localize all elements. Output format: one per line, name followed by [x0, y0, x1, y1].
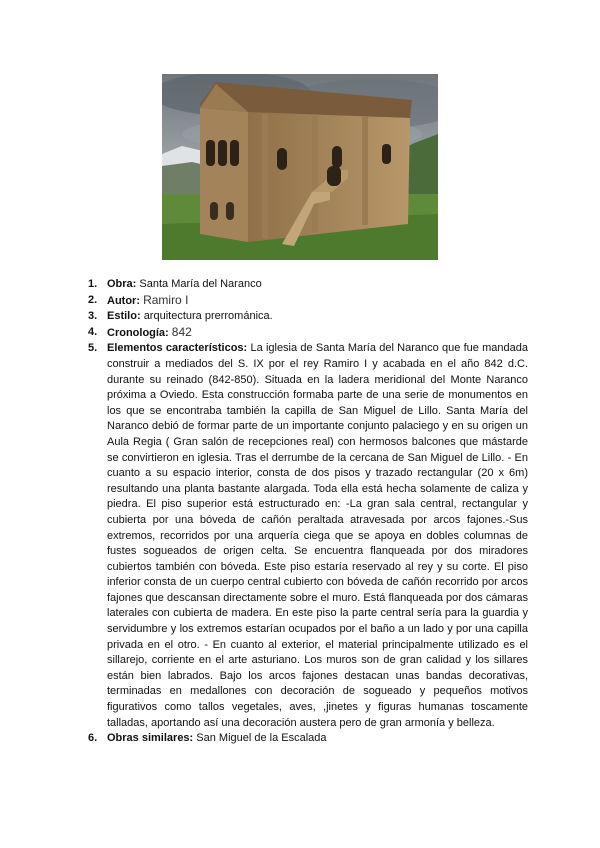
- list-item-cronologia: [88, 325, 528, 342]
- item-label: Autor:: [107, 294, 140, 307]
- item-label: Estilo:: [107, 310, 141, 323]
- list-item-autor: [88, 293, 528, 310]
- item-value: Ramiro I: [143, 292, 189, 307]
- item-number: 3.: [88, 310, 98, 323]
- item-label: Obra:: [107, 278, 137, 290]
- list-item-estilo: [88, 309, 528, 325]
- list-item-obra: [88, 277, 528, 293]
- item-value: La iglesia de Santa María del Naranco que fue mandada construir a mediados del S. IX por el rey Ramiro I y acabada en el año 842 d.C. durante su reinado (842-850). Situada en la ladera meridional del Monte Naranco próxima a Oviedo. Esta construcción formaba parte de una serie de monumentos en los que se encontraba también la capilla de San Miguel de Lillo. Santa María del Naranco debió de formar parte de un importante conjunto palaciego y en su origen un Aula Regia ( Gran salón de recepciones real) con hermosos balcones que mástarde se convirtieron en iglesia. Tras el derrumbe de la cercana de San Miguel de Lillo. - En cuanto a su espacio interior, consta de dos pisos y trazado rectangular (20 x 6m) resultando una planta bastante alargada. Toda ella está hecha solamente de caliza y piedra. El piso superior está estructurado en: -La gran sala central, rectangular y cubierta por una bóveda de cañón peraltada atravesada por arcos fajones.-Sus extremos, recorridos por una arquería ciega que se apoya en dobles columnas de fustes sogueados de origen celta. Se encuentra flanqueada por dos miradores cubiertos también con bóveda. Este piso estaría reservado al rey y su corte. El piso inferior consta de un cuerpo central cubierto con bóveda de cañón recorrido por arcos fajones que descansan directamente sobre el muro. Está flanqueada por dos cámaras laterales con cubierta de madera. En este piso la parte central sería para la guardia y servidumbre y los extremos estarían ocupados por el baño a un lado y por una capilla privada en el otro. - En cuanto al exterior, el material principalmente utilizado es el sillarejo, corriente en el arte asturiano. Los muros son de gran calidad y los sillares están bien labrados. Bajo los arcos fajones destacan unas bandas decorativas, terminadas en medallones con decoración de sogueado y pequeños motivos figurativos como tallos vegetales, aves, ,jinetes y figuras humanas toscamente talladas, aportando así una decoración austera pero de gran armonía y belleza.: [107, 342, 528, 729]
- church-photo: [162, 74, 438, 260]
- item-number: 5.: [88, 342, 98, 355]
- list-item-elementos: [88, 341, 528, 731]
- item-number: 2.: [88, 293, 98, 306]
- item-label: Elementos característicos:: [107, 342, 248, 355]
- item-value: 842: [171, 324, 192, 339]
- item-value: Santa María del Naranco: [139, 278, 262, 290]
- item-value: arquitectura prerrománica.: [143, 310, 273, 323]
- item-label: Obras similares:: [107, 732, 194, 745]
- item-number: 4.: [88, 325, 98, 338]
- item-number: 1.: [88, 278, 98, 290]
- item-label: Cronología:: [107, 326, 169, 339]
- info-list: [88, 277, 528, 747]
- item-number: 6.: [88, 732, 98, 745]
- item-value: San Miguel de la Escalada: [196, 732, 327, 745]
- list-item-obras-similares: [88, 731, 528, 747]
